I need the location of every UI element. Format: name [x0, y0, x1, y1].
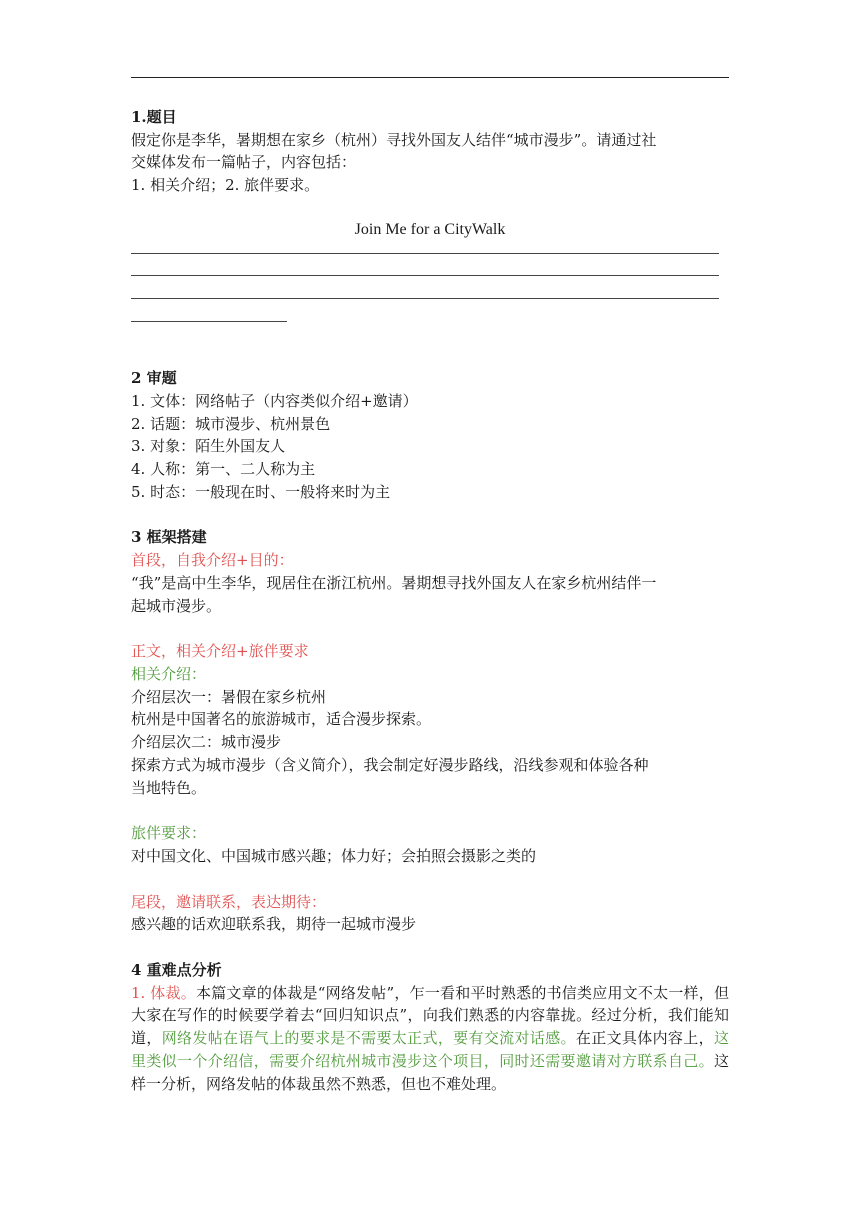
body-para-label: 正文，相关介绍+旅伴要求 — [131, 642, 309, 661]
blank-line-4 — [131, 310, 729, 333]
essay-title: Join Me for a CityWalk — [354, 220, 506, 238]
document-content — [131, 106, 729, 1095]
intro-line-1: 介绍层次一：暑假在家乡杭州 — [131, 687, 327, 706]
difficulty-highlight-2: 这里类似一个介绍信，需要介绍杭州城市漫步这个项目，同时还需要邀请对方联系自己。 — [131, 1029, 729, 1070]
blank-line-3 — [131, 287, 729, 310]
end-para-label: 尾段，邀请联系，表达期待： — [131, 892, 327, 911]
analysis-item-3: 3. 对象：陌生外国友人 — [131, 437, 286, 456]
difficulty-text-b: 在正文具体内容上， — [575, 1029, 714, 1048]
difficulty-highlight-1: 网络发帖在语气上的要求是不需要太正式，要有交流对话感。 — [161, 1029, 576, 1048]
prompt-line-2: 交媒体发布一篇帖子，内容包括： — [131, 153, 357, 172]
section-3-heading: 3 框架搭建 — [131, 528, 207, 547]
intro-line-5: 当地特色。 — [131, 778, 207, 797]
end-para-line: 感兴趣的话欢迎联系我，期待一起城市漫步 — [131, 915, 417, 934]
analysis-item-2: 2. 话题：城市漫步、杭州景色 — [131, 414, 331, 433]
analysis-item-4: 4. 人称：第一、二人称为主 — [131, 460, 316, 479]
intro-line-3: 介绍层次二：城市漫步 — [131, 733, 282, 752]
first-para-line-1: “我”是高中生李华，现居住在浙江杭州。暑期想寻找外国友人在家乡杭州结伴一 — [131, 573, 657, 592]
first-para-label: 首段，自我介绍+目的： — [131, 551, 294, 570]
difficulty-number: 1. 体裁。 — [131, 983, 196, 1002]
first-para-line-2: 起城市漫步。 — [131, 596, 222, 615]
difficulty-paragraph — [131, 982, 729, 1096]
section-1-heading: 1.题目 — [131, 108, 177, 126]
section-4-heading: 4 重难点分析 — [131, 961, 222, 980]
blank-line-2 — [131, 264, 729, 287]
difficulty-text-a: 本篇文章的体裁是“网络发帖”，乍一看和平时熟悉的书信类应用文不太一样，但大家在写作的时候要学着去“回归知识点”，向我们熟悉的内容靠拢。经过分析，我们能知道， — [131, 983, 729, 1048]
intro-label: 相关介绍： — [131, 665, 207, 683]
intro-line-2: 杭州是中国著名的旅游城市，适合漫步探索。 — [131, 710, 432, 729]
intro-line-4: 探索方式为城市漫步（含义简介），我会制定好漫步路线，沿线参观和体验各种 — [131, 755, 649, 774]
prompt-line-1: 假定你是李华，暑期想在家乡（杭州）寻找外国友人结伴“城市漫步”。请通过社 — [131, 130, 657, 149]
difficulty-text-c: 这样一分析，网络发帖的体裁虽然不熟悉，但也不难处理。 — [131, 1051, 729, 1093]
blank-line-1 — [131, 242, 729, 265]
header-rule — [131, 77, 729, 78]
analysis-item-1: 1. 文体：网络帖子（内容类似介绍+邀请） — [131, 391, 418, 410]
prompt-items: 1. 相关介绍；2. 旅伴要求。 — [131, 176, 320, 195]
analysis-item-5: 5. 时态：一般现在时、一般将来时为主 — [131, 482, 391, 501]
requirement-label: 旅伴要求： — [131, 824, 207, 843]
requirement-line: 对中国文化、中国城市感兴趣；体力好；会拍照会摄影之类的 — [131, 846, 537, 865]
section-2-heading: 2 审题 — [131, 369, 177, 388]
